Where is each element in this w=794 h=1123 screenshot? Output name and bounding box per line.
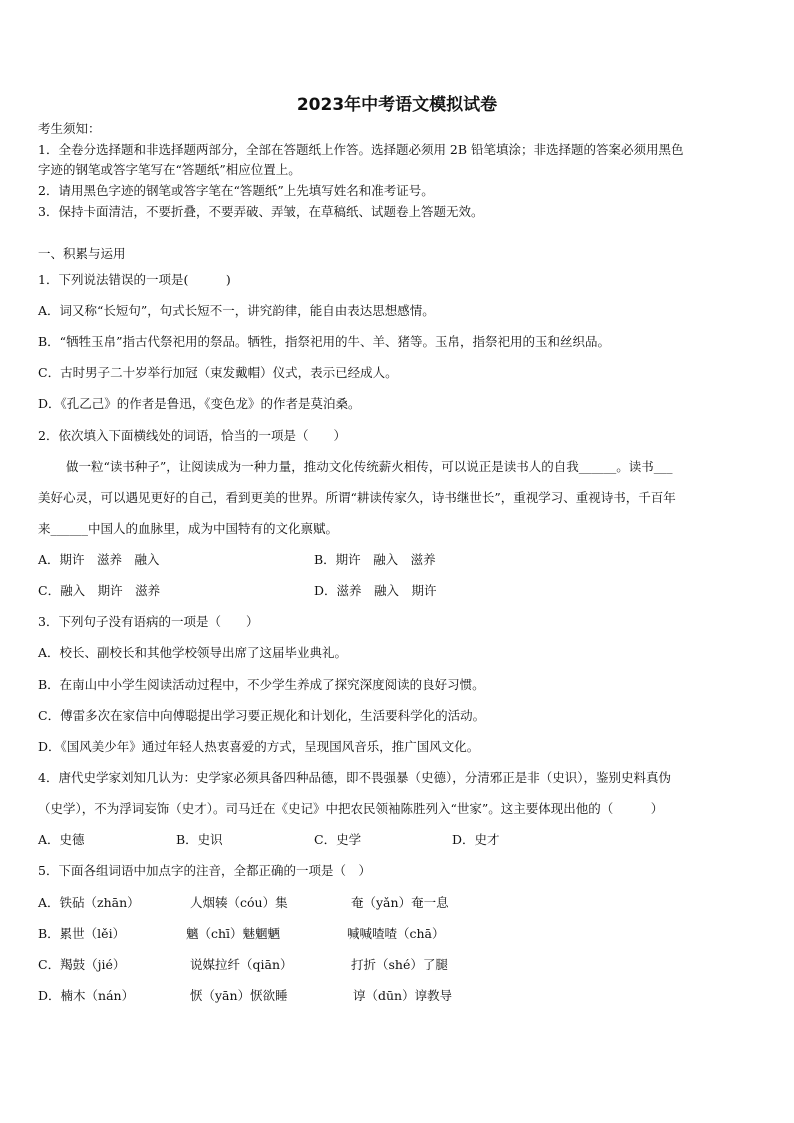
notice-item-2: 2．请用黑色字迹的钢笔或答字笔在“答题纸”上先填写姓名和准考证号。 (38, 183, 434, 198)
q5-b-item-3: 喊喊喳喳（chā） (347, 926, 445, 941)
q5-c-item-1: C．羯鼓（jié） (38, 957, 126, 972)
q4-stem-line-2: （史学），不为浮词妄饰（史才）。司马迁在《史记》中把农民领袖陈胜列入“世家”。这主要体现出他的（ ） (38, 801, 664, 816)
q5-b-item-1: B．累世（lěi） (38, 926, 126, 941)
q5-stem: 5．下面各组词语中加点字的注音，全都正确的一项是（ ） (38, 863, 371, 878)
q2-passage-line-1: 做一粒“读书种子”，让阅读成为一种力量，推动文化传统薪火相传，可以说正是读书人的自我______。读书___ (66, 459, 673, 474)
q3-option-a: A．校长、副校长和其他学校领导出席了这届毕业典礼。 (38, 645, 348, 660)
q4-option-c: C．史学 (314, 832, 362, 847)
q3-stem: 3．下列句子没有语病的一项是（ ） (38, 614, 259, 629)
q5-c-item-3: 打折（shé）了腿 (351, 957, 448, 972)
q4-option-b: B．史识 (176, 832, 223, 847)
q2-option-d: D．滋养 融入 期许 (314, 583, 437, 598)
q5-d-item-1: D．楠木（nán） (38, 988, 135, 1003)
q5-c-item-2: 说媒拉纤（qiān） (190, 957, 293, 972)
notice-heading: 考生须知： (38, 121, 101, 136)
q1-option-a: A．词又称“长短句”，句式长短不一，讲究韵律，能自由表达思想感情。 (38, 303, 435, 318)
q1-option-c: C．古时男子二十岁举行加冠（束发戴帽）仪式，表示已经成人。 (38, 365, 398, 380)
q1-option-b: B．“牺牲玉帛”指古代祭祀用的祭品。牺牲，指祭祀用的牛、羊、猪等。玉帛，指祭祀用的玉和丝织品。 (38, 334, 610, 349)
q2-option-b: B．期许 融入 滋养 (314, 552, 436, 567)
q5-d-item-2: 恹（yān）恹欲睡 (190, 988, 288, 1003)
q5-a-item-1: A．铁砧（zhān） (38, 895, 140, 910)
q5-a-item-3: 奄（yǎn）奄一息 (351, 895, 449, 910)
q3-option-b: B．在南山中小学生阅读活动过程中，不少学生养成了探究深度阅读的良好习惯。 (38, 677, 485, 692)
section-heading: 一、积累与运用 (38, 246, 126, 261)
q5-b-item-2: 魑（chī）魅魍魉 (186, 926, 281, 941)
q4-option-a: A．史德 (38, 832, 85, 847)
notice-item-1-cont: 字迹的钢笔或答字笔写在“答题纸”相应位置上。 (38, 162, 301, 177)
q4-stem-line-1: 4．唐代史学家刘知几认为：史学家必须具备四种品德，即不畏强暴（史德），分清邪正是非（史识），鉴别史料真伪 (38, 770, 671, 785)
q3-option-c: C．傅雷多次在家信中向傅聪提出学习要正规化和计划化，生活要科学化的活动。 (38, 708, 486, 723)
q2-option-c: C．融入 期许 滋养 (38, 583, 161, 598)
q5-d-item-3: 谆（dūn）谆教导 (353, 988, 453, 1003)
q1-option-d: D．《孔乙己》的作者是鲁迅，《变色龙》的作者是莫泊桑。 (38, 396, 361, 411)
q2-stem: 2．依次填入下面横线处的词语，恰当的一项是（ ） (38, 428, 346, 443)
q1-stem: 1．下列说法错误的一项是( ) (38, 272, 231, 287)
q2-passage-line-3: 来______中国人的血脉里，成为中国特有的文化禀赋。 (38, 521, 339, 536)
q4-option-d: D．史才 (452, 832, 500, 847)
q2-passage-line-2: 美好心灵，可以遇见更好的自己，看到更美的世界。所谓“耕读传家久，诗书继世长”，重视学习、重视诗书，千百年 (38, 490, 676, 505)
notice-item-1: 1．全卷分选择题和非选择题两部分，全部在答题纸上作答。选择题必须用 2B 铅笔填涂；非选择题的答案必须用黑色 (38, 142, 684, 157)
q5-a-item-2: 人烟辏（cóu）集 (190, 895, 288, 910)
notice-item-3: 3．保持卡面清洁，不要折叠，不要弄破、弄皱，在草稿纸、试题卷上答题无效。 (38, 204, 484, 219)
q2-option-a: A．期许 滋养 融入 (38, 552, 160, 567)
q3-option-d: D．《国风美少年》通过年轻人热衷喜爱的方式，呈现国风音乐，推广国风文化。 (38, 739, 480, 754)
page-title: 2023年中考语文模拟试卷 (296, 95, 498, 115)
